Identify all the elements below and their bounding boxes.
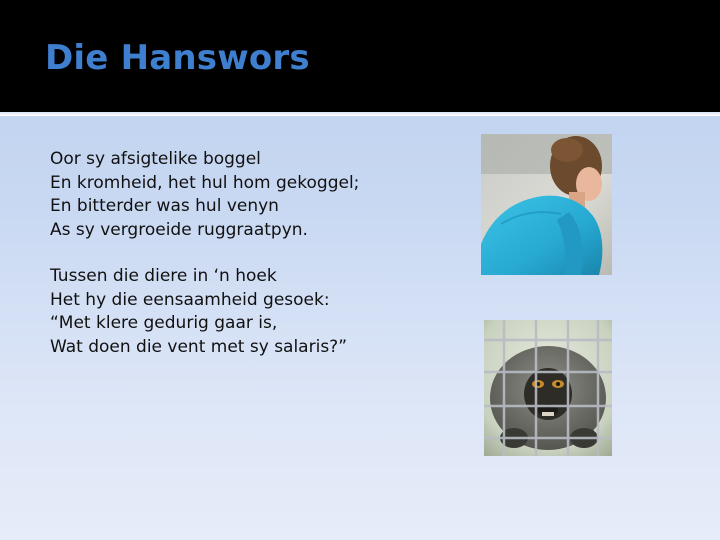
title-bar-divider — [0, 112, 720, 116]
slide-title: Die Hanswors — [45, 38, 310, 78]
poem-line: Wat doen die vent met sy salaris?” — [50, 336, 348, 357]
poem-line: En kromheid, het hul hom gekoggel; — [50, 172, 360, 193]
poem-line: As sy vergroeide ruggraatpyn. — [50, 219, 308, 240]
poem-line: Het hy die eensaamheid gesoek: — [50, 289, 330, 310]
poem — [50, 148, 460, 359]
poem-line: “Met klere gedurig gaar is, — [50, 313, 278, 333]
poem-line: En bitterder was hul venyn — [50, 196, 279, 216]
stanza-1 — [50, 148, 460, 242]
poem-line: Tussen die diere in ‘n hoek — [50, 266, 277, 286]
photo-caged-monkey — [484, 320, 612, 456]
poem-line: Oor sy afsigtelike boggel — [50, 149, 261, 169]
photo-hunched-woman — [481, 134, 612, 275]
stanza-2 — [50, 265, 460, 359]
